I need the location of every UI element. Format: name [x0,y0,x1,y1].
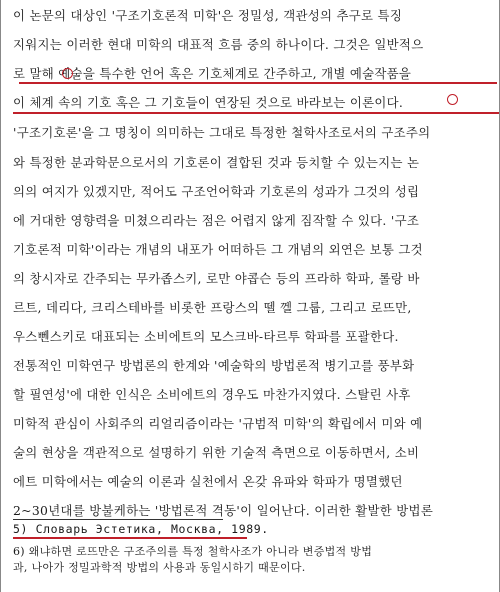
text-line: 미학적 관심이 사회주의 리얼리즘이라는 '규범적 미학'의 확립에서 미와 예 [13,416,423,431]
text-line: 에 거대한 영향력을 미쳤으리라는 점은 어렵지 않게 짐작할 수 있다. '구조 [13,213,420,228]
text-line: 에트 미학에서는 예술의 이론과 실천에서 온갖 유파와 학파가 명멸했던 [13,474,403,489]
annotation-underline [19,82,497,84]
text-line: 기호론적 미학'이라는 개념의 내포가 어떠하든 그 개념의 외연은 보통 그것 [13,242,423,257]
annotation-circle [62,68,73,79]
footnote-6-continued: 과, 나아가 정밀과학적 방법의 사용과 동일시하기 때문이다. [13,561,306,574]
text-line: 의의 여지가 있겠지만, 적어도 구조언어학과 기호론의 성과가 그것의 성립 [13,184,420,199]
text-line: 전통적인 미학연구 방법론의 한계와 '예술학의 방법론적 병기고를 풍부화 [13,358,415,373]
annotation-underline [13,537,247,539]
text-line: 로 말해 예술을 특수한 언어 혹은 기호체계로 간주하고, 개별 예술작품을 [13,66,412,81]
text-line: 이 체계 속의 기호 혹은 그 기호들이 연장된 것으로 바라보는 이론이다. [13,95,404,110]
text-line: 우스뻰스키로 대표되는 소비에트의 모스크바-타르투 학파를 포괄한다. [13,329,399,344]
annotation-underline [13,112,499,114]
text-line: 술의 현상을 객관적으로 설명하기 위한 기술적 측면으로 이동하면서, 소비 [13,445,420,460]
text-line: 의 창시자로 간주되는 무카좁스키, 로만 야콥슨 등의 프라하 학파, 롤랑 바 [13,271,420,286]
footnote-separator [13,519,223,520]
text-line: 와 특정한 분과학문으로서의 기호론이 결합된 것과 등치할 수 있는지는 논 [13,155,420,170]
footnote-6: 6) 왜냐하면 로뜨만은 구조주의를 특정 철학사조가 아니라 변증법적 방법 [13,545,373,558]
text-line: 이 논문의 대상인 '구조기호론적 미학'은 정밀성, 객관성의 추구로 특징 [13,8,403,23]
text-line: 지워지는 이러한 현대 미학의 대표적 흐름 중의 하나이다. 그것은 일반적으 [13,37,424,52]
text-line: 할 필연성'에 대한 인식은 소비에트의 경우도 마찬가지였다. 스탈린 사후 [13,387,411,402]
text-line: 르트, 데리다, 크리스테바를 비롯한 프랑스의 뗄 껠 그룹, 그리고 로뜨만, [13,300,412,315]
footnote-5: 5) Словарь Эстетика, Москва, 1989. [13,522,269,536]
text-line: 2~30년대를 방불케하는 '방법론적 격동'이 일어난다. 이러한 활발한 방법론 [13,503,434,518]
annotation-circle [447,94,458,105]
text-line: '구조기호론'을 그 명칭이 의미하는 그대로 특정한 철학사조로서의 구조주의 [13,125,431,140]
